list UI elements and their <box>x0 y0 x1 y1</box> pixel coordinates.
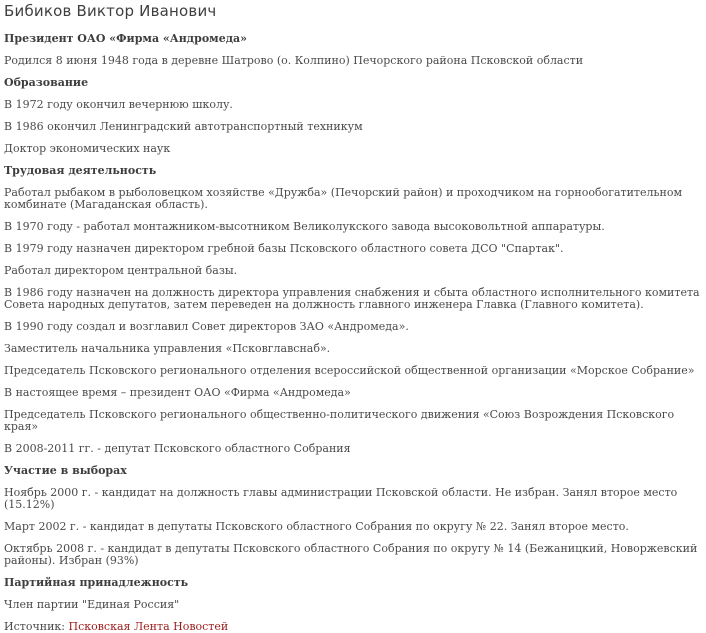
party-item: Член партии "Единая Россия" <box>4 598 180 611</box>
biography-page <box>4 0 704 633</box>
party-heading: Партийная принадлежность <box>4 576 189 589</box>
career-item: Работал директором центральной базы. <box>4 264 238 277</box>
education-item: В 1972 году окончил вечернюю школу. <box>4 98 233 111</box>
election-item: Ноябрь 2000 г. - кандидат на должность главы администрации Псковской области. Не избран. Занял второе место (15.12%) <box>4 486 678 511</box>
career-item: Председатель Псковского регионального общественно-политического движения «Союз Возрождения Псковского края» <box>4 408 675 433</box>
education-item: Доктор экономических наук <box>4 142 171 155</box>
source-line <box>4 621 704 633</box>
education-heading: Образование <box>4 76 89 89</box>
election-item: Октябрь 2008 г. - кандидат в депутаты Псковского областного Собрания по округу № 14 (Бежаницкий, Новоржевский районы). Избран (93%) <box>4 542 698 567</box>
birth-info: Родился 8 июня 1948 года в деревне Шатрово (о. Колпино) Печорского района Псковской области <box>4 54 584 67</box>
source-link[interactable]: Псковская Лента Новостей <box>68 620 229 633</box>
position-heading: Президент ОАО «Фирма «Андромеда» <box>4 32 248 45</box>
career-item: В 2008-2011 гг. - депутат Псковского областного Собрания <box>4 442 351 455</box>
career-item: В настоящее время – президент ОАО «Фирма «Андромеда» <box>4 386 351 399</box>
career-item: В 1979 году назначен директором гребной базы Псковского областного совета ДСО "Спартак". <box>4 242 564 255</box>
elections-heading: Участие в выборах <box>4 464 127 477</box>
source-label: Источник: <box>4 620 65 633</box>
career-item: В 1986 году назначен на должность директора управления снабжения и сбыта областного исполнительного комитета Совета народных депутатов, затем переведен на должность главного инженера Главка (Главного комитета). <box>4 286 700 311</box>
career-item: В 1990 году создал и возглавил Совет директоров ЗАО «Андромеда». <box>4 320 409 333</box>
career-item: Работал рыбаком в рыболовецком хозяйстве «Дружба» (Печорский район) и проходчиком на горнообогатительном комбинате (Магаданская область). <box>4 186 683 211</box>
career-item: В 1970 году - работал монтажником-высотником Великолукского завода высоковольтной аппаратуры. <box>4 220 605 233</box>
page-title: Бибиков Виктор Иванович <box>4 2 217 20</box>
career-item: Председатель Псковского регионального отделения всероссийской общественной организации «Морское Собрание» <box>4 364 695 377</box>
election-item: Март 2002 г. - кандидат в депутаты Псковского областного Собрания по округу № 22. Занял второе место. <box>4 520 629 533</box>
career-heading: Трудовая деятельность <box>4 164 157 177</box>
career-item: Заместитель начальника управления «Псковглавснаб». <box>4 342 331 355</box>
education-item: В 1986 окончил Ленинградский автотранспортный техникум <box>4 120 363 133</box>
